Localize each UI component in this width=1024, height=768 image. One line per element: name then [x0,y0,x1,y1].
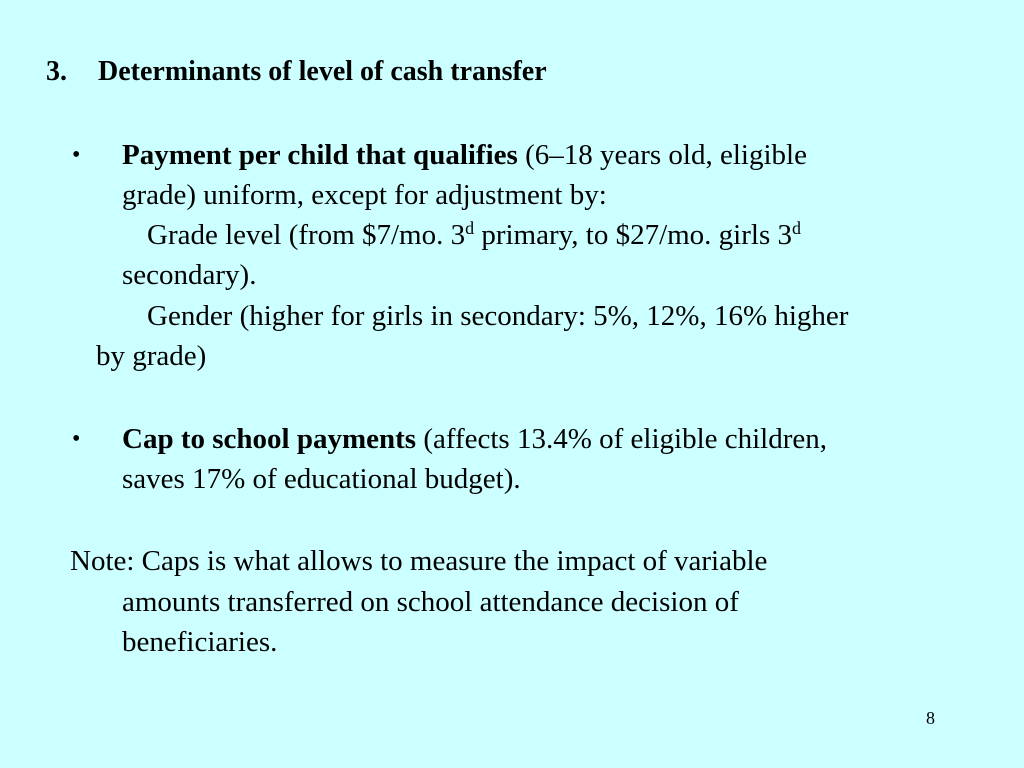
heading-number: 3. [46,56,67,87]
bullet2-bold-text: Cap to school payments [122,423,417,455]
bullet1-line3-pre: Grade level (from $7/mo. 3 [147,219,466,251]
bullet-dot-icon: • [72,426,81,452]
bullet1-line1 [122,135,807,175]
slide-heading: Determinants of level of cash transfer [98,56,547,87]
bullet1-line2: grade) uniform, except for adjustment by: [122,179,607,211]
bullet1-line6: by grade) [96,340,207,372]
note-line2: amounts transferred on school attendance decision of [122,586,739,618]
bullet2-line1 [122,419,827,459]
bullet1-bold-text: Payment per child that qualifies [122,139,518,171]
page-number: 8 [926,708,935,728]
bullet2-line1-rest: (affects 13.4% of eligible children, [416,423,828,455]
bullet1-line3 [147,215,801,255]
bullet1-line3-mid: primary, to $27/mo. girls 3 [474,219,792,251]
bullet1-line3-sup2: d [792,218,801,238]
bullet1-line3-sup1: d [465,218,475,238]
bullet1-line4: secondary). [122,259,257,291]
bullet2-line2: saves 17% of educational budget). [122,463,521,495]
bullet-dot-icon: • [72,142,81,168]
bullet1-line1-rest: (6–18 years old, eligible [517,139,807,171]
note-line1: Note: Caps is what allows to measure the impact of variable [70,545,768,577]
bullet1-line5: Gender (higher for girls in secondary: 5%, 12%, 16% higher [147,300,849,332]
note-line3: beneficiaries. [122,626,278,658]
